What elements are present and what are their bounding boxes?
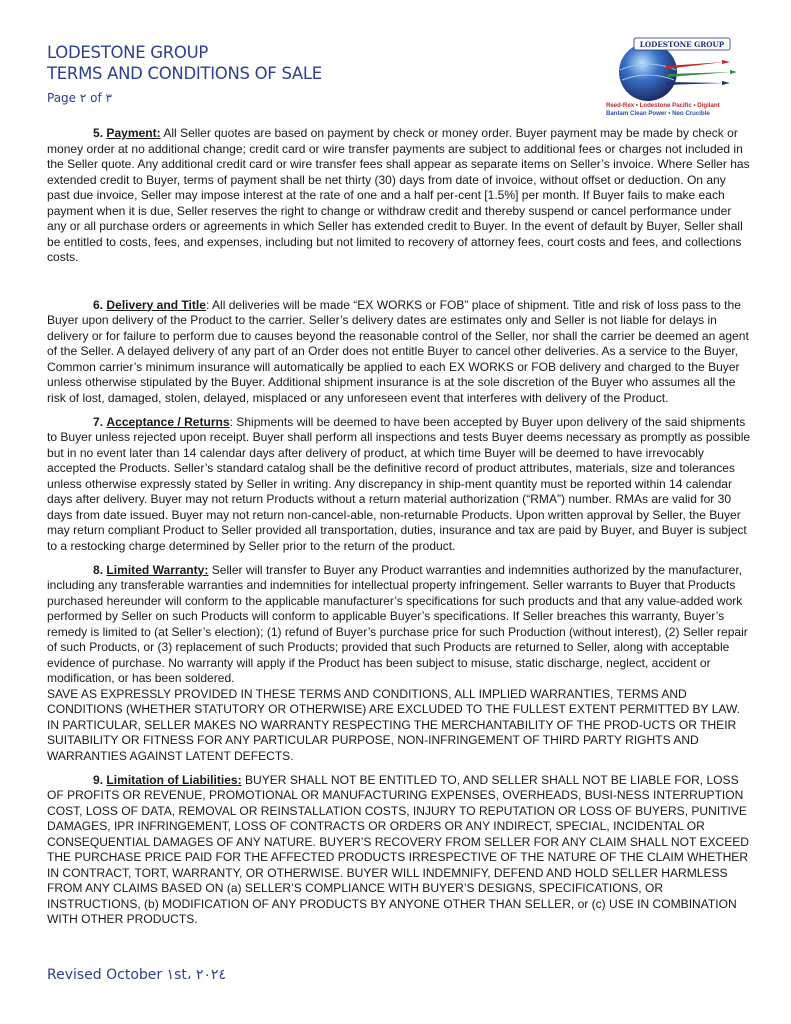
section-title: Payment: xyxy=(106,126,161,140)
section-text: Seller will transfer to Buyer any Product warranties and indemnities authorized by the manufacturer, including any transferable warranties and indemnities for intellectual property infringement. Seller warrants to Buyer that Products purchased hereunder will conform to the applicable manufacturer’s specifications for such products and that any value-added work performed by Seller on such Products will conform to applicable Buyer’s specifications. If Seller breaches this warranty, Buyer’s remedy is limited to (at Seller’s election); (1) refund of Buyer’s purchase price for such Production (without interest), (2) Seller repair of such Products, or (3) replacement of such Products; provided that such Products are returned to Seller, along with acceptable evidence of purchase. No warranty will apply if the Product has been subject to misuse, static discharge, neglect, accident or modification, or has been soldered. xyxy=(47,562,748,685)
section-delivery-title xyxy=(47,298,751,407)
logo-name: LODESTONE GROUP xyxy=(639,40,725,49)
globe-logo-icon xyxy=(606,36,746,102)
logo-caption xyxy=(606,102,746,118)
section-number: 8. xyxy=(93,562,104,577)
terms-body xyxy=(47,126,751,928)
section-payment xyxy=(47,126,751,266)
logo-caption-line2: Bantam Clean Power • Neo Crucible xyxy=(606,110,710,117)
section-text: : All deliveries will be made “EX WORKS or FOB” place of shipment. Title and risk of loss pass to the Buyer upon delivery of the Product to the carrier. Seller’s delivery dates are estimates only and Seller is not liable for delays in delivery or for failure to perform due to causes beyond the reasonable control of the Seller, nor shall the carrier be deemed an agent of the Seller. A delayed delivery of any part of an Order does not entitle Buyer to cancel other deliveries. As a service to the Buyer, Common carrier’s minimum insurance will automatically be applied to each EX WORKS or FOB delivery and charged to the Buyer unless otherwise stipulated by the Buyer. Additional shipment insurance is at the sole discretion of the Buyer who assumes all the risk of lost, damaged, stolen, delayed, misplaced or any unforeseen event that interferes with delivery of the Product. xyxy=(47,297,749,405)
document-title: TERMS AND CONDITIONS OF SALE xyxy=(47,64,322,83)
revision-footer: Revised October ۱st، ۲۰۲٤ xyxy=(47,967,226,983)
page-indicator: Page ۲ of ۳ xyxy=(47,91,112,105)
section-title: Limited Warranty: xyxy=(106,562,209,577)
company-name: LODESTONE GROUP xyxy=(47,43,209,62)
section-number: 6. xyxy=(93,297,104,312)
document-header xyxy=(47,42,322,105)
section-number: 9. xyxy=(93,772,104,787)
section-title: Acceptance / Returns xyxy=(106,414,230,429)
logo-caption-line1: Reed-Rex • Lodestone Pacific • Digilant xyxy=(606,102,720,109)
section-number: 5. xyxy=(93,126,104,140)
section-limited-warranty xyxy=(47,563,751,687)
section-limitation-of-liabilities xyxy=(47,773,751,928)
section-number: 7. xyxy=(93,414,104,429)
section-title: Limitation of Liabilities: xyxy=(106,772,242,787)
section-text: All Seller quotes are based on payment by check or money order. Buyer payment may be made by check or money order at no additional change; credit card or wire transfer payments are subject to additional fees or charges not included in the Seller quote. Any additional credit card or wire transfer fees shall appear as separate items on Seller’s invoice. Where Seller has extended credit to Buyer, terms of payment shall be net thirty (30) days from date of invoice, without offset or deduction. On any past due invoice, Seller may impose interest at the rate of one and a half per-cent [1.5%] per month. If Buyer fails to make each payment when it is due, Seller reserves the right to change or withdraw credit and thereby suspend or cancel performance under any or all purchase orders or agreements in which Seller has extended credit to Buyer. In the event of default by Buyer, Seller shall be entitled to costs, fees, and expenses, including but not limited to recovery of attorney fees, court costs and fees, and collections costs. xyxy=(47,126,750,264)
section-title: Delivery and Title xyxy=(106,297,206,312)
section-acceptance-returns xyxy=(47,415,751,555)
section-text: : Shipments will be deemed to have been accepted by Buyer upon delivery of the said shipments to Buyer unless rejected upon receipt. Buyer shall perform all inspections and tests Buyer deems necessary as promptly as possible but in no event later than 14 calendar days after delivery of product, at which time Buyer will be deemed to have irrevocably accepted the Products. Seller’s standard catalog shall be the definitive record of product attributes, materials, size and tolerances unless otherwise expressly stated by Seller in writing. Any discrepancy in ship-ment quantity must be reported within 14 calendar days after delivery. Buyer may not return Products without a return material authorization (“RMA”) number. RMAs are valid for 30 days from date issued. Buyer may not return non-cancel-able, non-returnable Products. Upon written approval by Seller, the Buyer may return compliant Product to Seller provided all transportation, duties, insurance and tax are paid by Buyer, and Buyer is subject to a restocking charge determined by Seller prior to the return of the product. xyxy=(47,414,751,553)
warranty-disclaimer: SAVE AS EXPRESSLY PROVIDED IN THESE TERMS AND CONDITIONS, ALL IMPLIED WARRANTIES, TERMS AND CONDITIONS (WHETHER STATUTORY OR OTHERWISE) ARE EXCLUDED TO THE FULLEST EXTENT PERMITTED BY LAW. IN PARTICULAR, SELLER MAKES NO WARRANTY RESPECTING THE MERCHANTABILITY OF THE PROD-UCTS OR THEIR SUITABILITY OR FITNESS FOR ANY PARTICULAR PURPOSE, NON-INFRINGEMENT OF THIRD PARTY RIGHTS AND WARRANTIES AGAINST LATENT DEFECTS. xyxy=(47,686,741,763)
company-logo xyxy=(606,36,746,122)
section-text: BUYER SHALL NOT BE ENTITLED TO, AND SELLER SHALL NOT BE LIABLE FOR, LOSS OF PROFITS OR REVENUE, PROMOTIONAL OR MANUFACTURING EXPENSES, OVERHEADS, BUSI-NESS INTERRUPTION COST, LOSS OF DATA, REMOVAL OR REINSTALLATION COSTS, INJURY TO REPUTATION OR LOSS OF BUYERS, PUNITIVE DAMAGES, IPR INFRINGEMENT, LOSS OF CONTRACTS OR ORDERS OR ANY INDIRECT, SPECIAL, INCIDENTAL OR CONSEQUENTIAL DAMAGES OF ANY NATURE. BUYER’S RECOVERY FROM SELLER FOR ANY CLAIM SHALL NOT EXCEED THE PURCHASE PRICE PAID FOR THE AFFECTED PRODUCTS IRRESPECTIVE OF THE NATURE OF THE CLAIM WHETHER IN CONTRACT, TORT, WARRANTY, OR OTHERWISE. BUYER WILL INDEMNIFY, DEFEND AND HOLD SELLER HARMLESS FROM ANY CLAIMS BASED ON (a) SELLER’S COMPLIANCE WITH BUYER’S DESIGNS, SPECIFICATIONS, OR INSTRUCTIONS, (b) MODIFICATION OF ANY PRODUCTS BY ANYONE OTHER THAN SELLER, or (c) USE IN COMBINATION WITH OTHER PRODUCTS. xyxy=(47,772,750,926)
